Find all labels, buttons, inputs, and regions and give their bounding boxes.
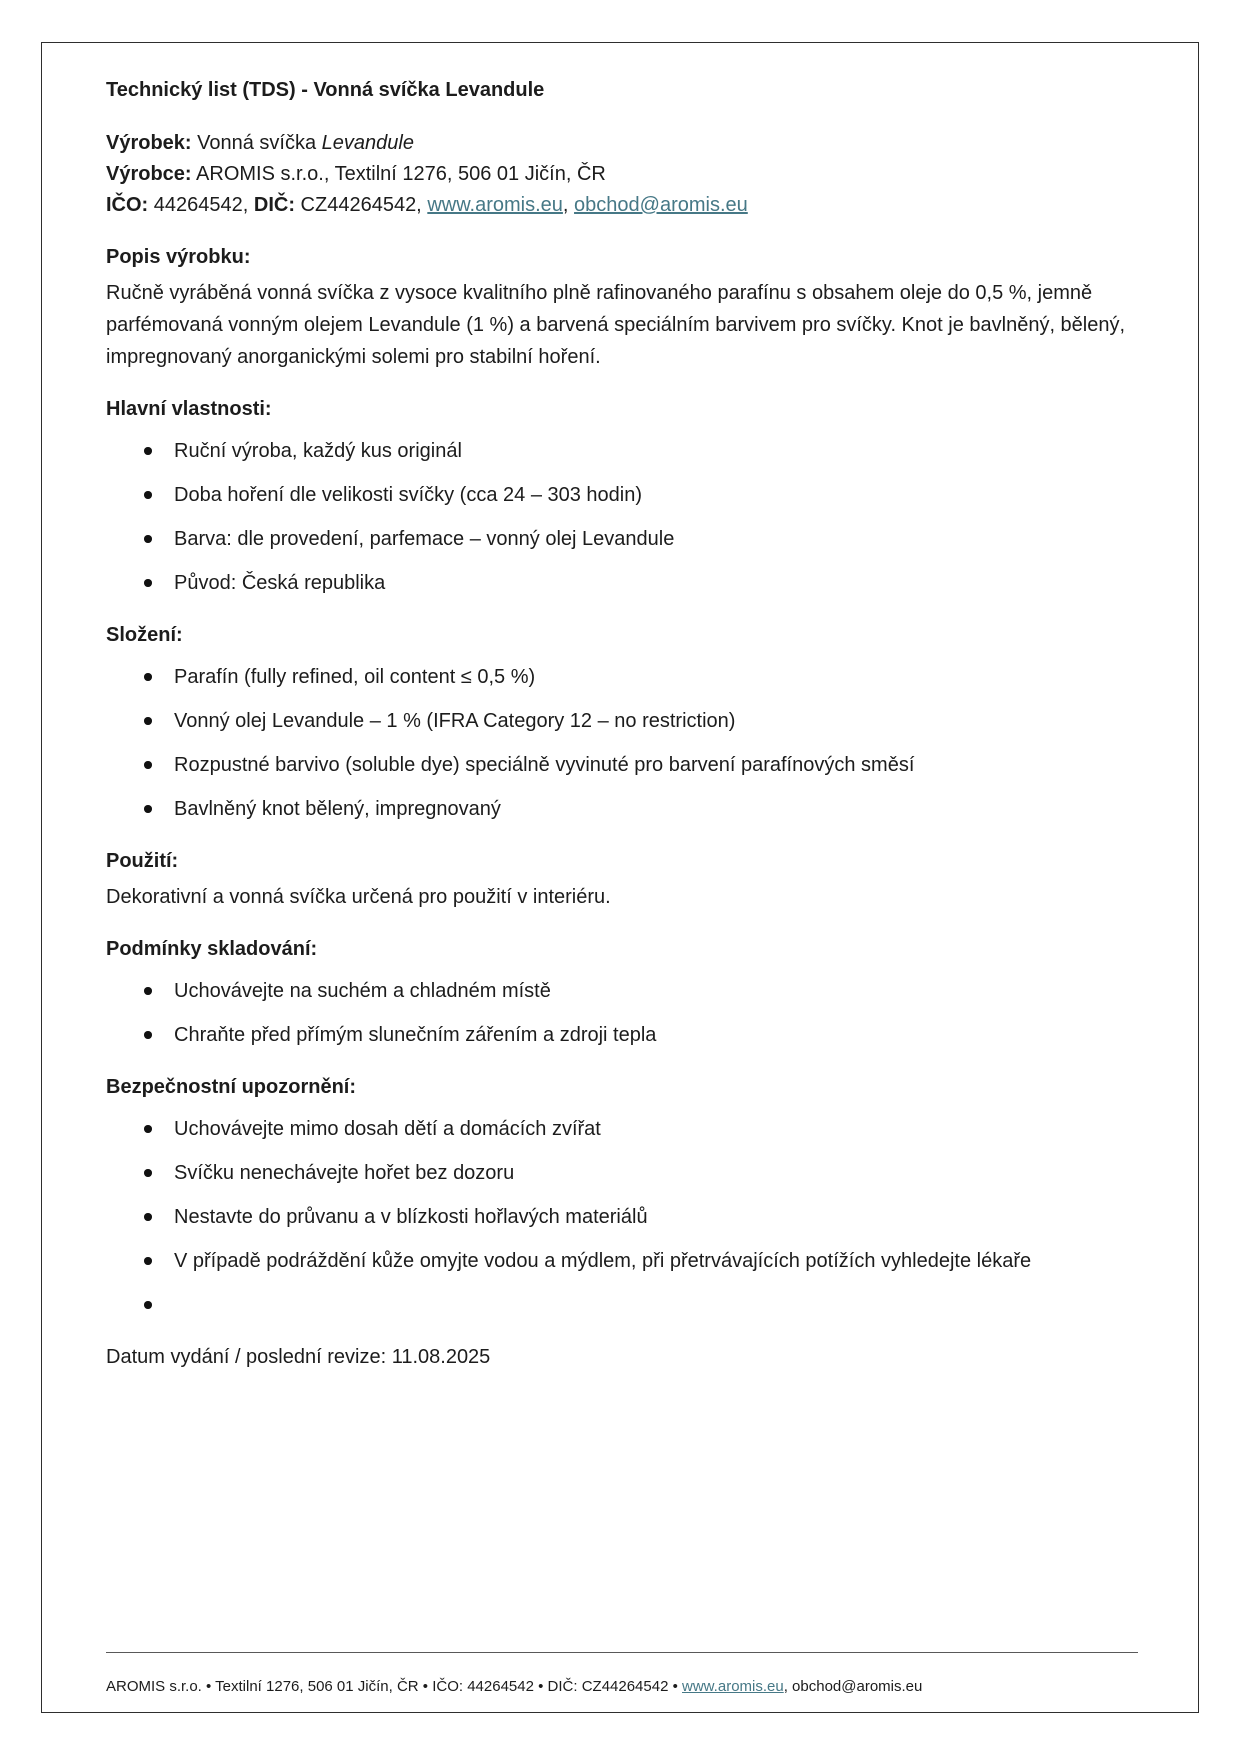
bullet-item: Ruční výroba, každý kus originál: [174, 435, 1138, 467]
registration-line: [106, 190, 1138, 221]
footer-website-link[interactable]: www.aromis.eu: [682, 1678, 784, 1695]
bullet-item: Původ: Česká republika: [174, 567, 1138, 599]
dic-label: DIČ:: [253, 194, 295, 216]
bullet-list-slozeni: [106, 661, 1138, 825]
section-heading-bezpecnost: Bezpečnostní upozornění:: [106, 1076, 356, 1098]
product-value: Vonná svíčka: [191, 132, 322, 154]
ico-label: IČO:: [106, 194, 149, 216]
section-heading-vlastnosti: Hlavní vlastnosti:: [106, 398, 272, 420]
email-link[interactable]: obchod@aromis.eu: [574, 194, 748, 216]
bullet-item: Nestavte do průvanu a v blízkosti hořlavých materiálů: [174, 1201, 1138, 1233]
product-label: Výrobek:: [106, 132, 192, 154]
manufacturer-label: Výrobce:: [106, 163, 192, 185]
product-line: [106, 128, 1138, 159]
bullet-item: Vonný olej Levandule – 1 % (IFRA Category 12 – no restriction): [174, 705, 1138, 737]
bullet-item: Uchovávejte mimo dosah dětí a domácích zvířat: [174, 1113, 1138, 1145]
bullet-list-skladovani: [106, 975, 1138, 1051]
bullet-item: Parafín (fully refined, oil content ≤ 0,5 %): [174, 661, 1138, 693]
manufacturer-value: AROMIS s.r.o., Textilní 1276, 506 01 Jičín, ČR: [191, 163, 606, 185]
document-title: Technický list (TDS) - Vonná svíčka Levandule: [106, 79, 545, 101]
document-footer: [106, 1652, 1138, 1697]
bullet-item: Bavlněný knot bělený, impregnovaný: [174, 793, 1138, 825]
revision-date-line: Datum vydání / poslední revize: 11.08.2025: [106, 1346, 491, 1368]
bullet-item: Doba hoření dle velikosti svíčky (cca 24 – 303 hodin): [174, 479, 1138, 511]
website-link[interactable]: www.aromis.eu: [427, 194, 563, 216]
footer-text: AROMIS s.r.o. • Textilní 1276, 506 01 Jičín, ČR • IČO: 44264542 • DIČ: CZ44264542 •: [106, 1678, 683, 1695]
bullet-item: Barva: dle provedení, parfemace – vonný olej Levandule: [174, 523, 1138, 555]
section-heading-pouziti: Použití:: [106, 850, 179, 872]
ico-value: 44264542,: [148, 194, 254, 216]
section-heading-popis: Popis výrobku:: [106, 246, 251, 268]
product-meta-block: [106, 128, 1138, 221]
manufacturer-line: [106, 159, 1138, 190]
bullet-item-empty: [174, 1289, 1138, 1321]
footer-email-text: , obchod@aromis.eu: [783, 1678, 923, 1695]
bullet-item: Svíčku nenechávejte hořet bez dozoru: [174, 1157, 1138, 1189]
bullet-item: Uchovávejte na suchém a chladném místě: [174, 975, 1138, 1007]
popis-paragraph: Ručně vyráběná vonná svíčka z vysoce kvalitního plně rafinovaného parafínu s obsahem oleje do 0,5 %, jemně parfémovaná vonným olejem Levandule (1 %) a barvená speciálním barvivem pro svíčky. Knot je bavlněný, bělený, impregnovaný anorganickými solemi pro stabilní hoření.: [106, 282, 1126, 368]
bullet-list-bezpecnost: [106, 1113, 1138, 1321]
pouziti-paragraph: Dekorativní a vonná svíčka určená pro použití v interiéru.: [106, 886, 611, 908]
bullet-item: Chraňte před přímým slunečním zářením a zdroji tepla: [174, 1019, 1138, 1051]
bullet-list-vlastnosti: [106, 435, 1138, 599]
dic-value: CZ44264542,: [294, 194, 428, 216]
document-content: [106, 76, 1138, 1373]
bullet-item: V případě podráždění kůže omyjte vodou a mýdlem, při přetrvávajících potížích vyhledejte lékaře: [174, 1245, 1138, 1277]
section-heading-slozeni: Složení:: [106, 624, 183, 646]
section-heading-skladovani: Podmínky skladování:: [106, 938, 318, 960]
product-name-italic: Levandule: [321, 132, 414, 154]
link-separator: ,: [562, 194, 575, 216]
bullet-item: Rozpustné barvivo (soluble dye) speciálně vyvinuté pro barvení parafínových směsí: [174, 749, 1138, 781]
